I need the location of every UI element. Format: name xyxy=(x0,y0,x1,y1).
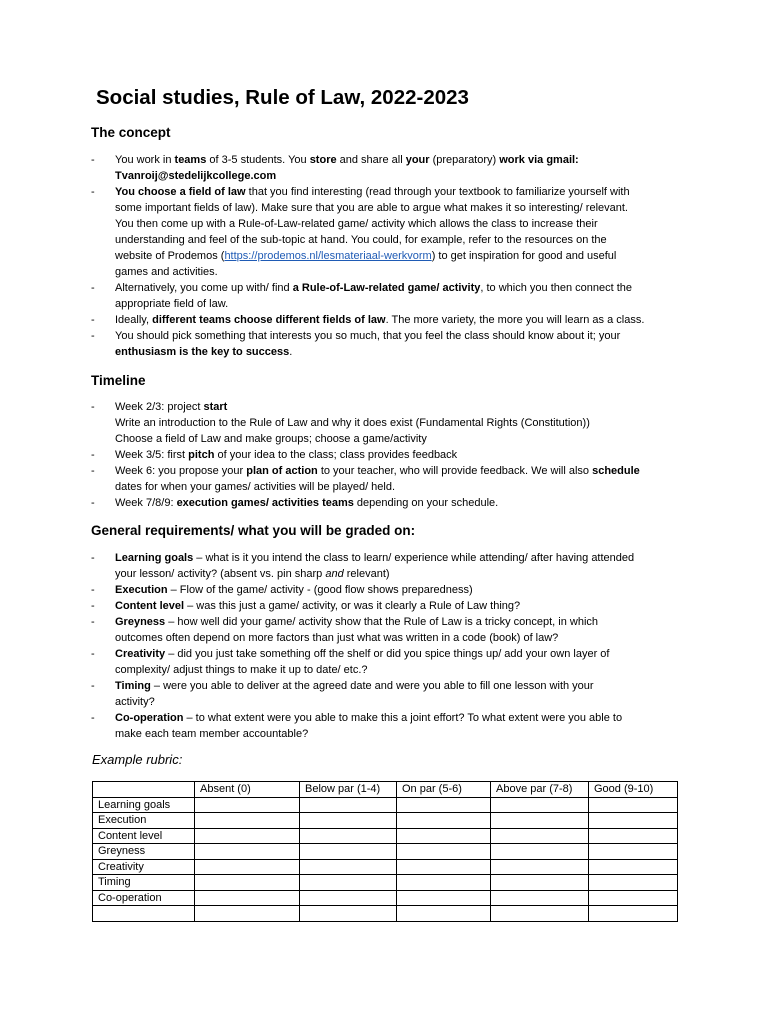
rubric-score-cell xyxy=(300,875,397,891)
rubric-score-cell xyxy=(195,875,300,891)
text-line xyxy=(115,479,690,495)
rubric-row xyxy=(93,890,678,906)
rubric-score-cell xyxy=(589,844,678,860)
rubric-score-cell xyxy=(300,797,397,813)
text-line xyxy=(115,726,690,742)
rubric-score-cell xyxy=(491,890,589,906)
text-segment: You should pick something that interests you so much, that you feel the class should know about it; your xyxy=(115,330,621,342)
text-segment: Tvanroij@stedelijkcollege.com xyxy=(115,170,277,182)
rubric-score-cell xyxy=(195,813,300,829)
rubric-score-cell xyxy=(397,890,491,906)
rubric-score-cell xyxy=(195,797,300,813)
text-segment: Alternatively, you come up with/ find xyxy=(115,282,293,294)
text-line xyxy=(115,232,690,248)
rubric-score-cell xyxy=(195,859,300,875)
text-segment: pitch xyxy=(188,449,215,461)
rubric-score-cell xyxy=(397,813,491,829)
text-segment: start xyxy=(203,401,228,413)
rubric-score-cell xyxy=(300,813,397,829)
text-segment: dates for when your games/ activities will be played/ held. xyxy=(115,481,396,493)
text-line xyxy=(115,566,690,582)
text-line xyxy=(115,495,690,511)
text-segment: Week 7/8/9: xyxy=(115,497,177,509)
rubric-score-cell xyxy=(589,906,678,922)
rubric-score-cell xyxy=(491,906,589,922)
text-segment: that you find interesting (read through your textbook to familiarize yourself with xyxy=(245,186,630,198)
text-line xyxy=(115,399,690,415)
text-line xyxy=(115,344,690,360)
text-segment: some important fields of law). Make sure that you are able to argue what makes it so interesting/ relevant. xyxy=(115,202,628,214)
text-segment: – how well did your game/ activity show that the Rule of Law is a tricky concept, in which xyxy=(165,616,599,628)
rubric-criterion-cell: Greyness xyxy=(93,844,195,860)
rubric-score-cell xyxy=(195,828,300,844)
list-item xyxy=(90,598,690,614)
rubric-criterion-cell: Creativity xyxy=(93,859,195,875)
rubric-score-cell xyxy=(491,859,589,875)
text-segment: understanding and feel of the sub-topic at hand. You could, for example, refer to the resources on the xyxy=(115,234,607,246)
text-segment: Learning goals xyxy=(115,552,194,564)
rubric-score-cell xyxy=(397,859,491,875)
text-segment: You then come up with a Rule-of-Law-related game/ activity which allows the class to increase their xyxy=(115,218,598,230)
text-segment: Write an introduction to the Rule of Law and why it does exist (Fundamental Rights (Constitution)) xyxy=(115,417,590,429)
concept-heading: The concept xyxy=(91,125,171,140)
rubric-header-cell: Absent (0) xyxy=(195,782,300,798)
rubric-score-cell xyxy=(195,906,300,922)
text-segment: You choose a field of law xyxy=(115,186,246,198)
text-segment: schedule xyxy=(592,465,640,477)
text-line xyxy=(115,296,690,312)
requirements-heading: General requirements/ what you will be graded on: xyxy=(91,523,416,538)
list-item xyxy=(90,495,690,511)
list-item xyxy=(90,582,690,598)
text-segment: – did you just take something off the shelf or did you spice things up/ add your own layer of xyxy=(165,648,610,660)
text-line xyxy=(115,662,690,678)
text-segment: plan of action xyxy=(246,465,318,477)
text-segment: your lesson/ activity? (absent vs. pin sharp xyxy=(115,568,326,580)
text-segment: (preparatory) xyxy=(429,154,500,166)
rubric-score-cell xyxy=(491,813,589,829)
text-line xyxy=(115,152,690,168)
list-item xyxy=(90,550,690,582)
rubric-row xyxy=(93,859,678,875)
text-segment: Content level xyxy=(115,600,185,612)
text-segment: make each team member accountable? xyxy=(115,728,309,740)
text-segment: relevant) xyxy=(343,568,390,580)
rubric-score-cell xyxy=(589,859,678,875)
rubric-header-row xyxy=(93,782,678,798)
rubric-criterion-cell: Execution xyxy=(93,813,195,829)
text-segment: – were you able to deliver at the agreed date and were you able to fill one lesson with your xyxy=(150,680,594,692)
text-line xyxy=(115,463,690,479)
text-line xyxy=(115,646,690,662)
text-line xyxy=(115,280,690,296)
rubric-header-cell: On par (5-6) xyxy=(397,782,491,798)
text-segment: ) to get inspiration for good and useful xyxy=(431,250,617,262)
text-segment: complexity/ adjust things to make it up to date/ etc.? xyxy=(115,664,368,676)
rubric-score-cell xyxy=(300,844,397,860)
list-item xyxy=(90,614,690,646)
text-segment: Timing xyxy=(115,680,151,692)
list-item xyxy=(90,399,690,447)
list-item xyxy=(90,280,690,312)
text-line xyxy=(115,415,690,431)
concept-list xyxy=(90,152,690,360)
text-segment: . xyxy=(289,346,293,358)
text-line xyxy=(115,200,690,216)
rubric-header-cell: Good (9-10) xyxy=(589,782,678,798)
text-segment: – what is it you intend the class to learn/ experience while attending/ after having attended xyxy=(193,552,635,564)
text-segment: Choose a field of Law and make groups; choose a game/activity xyxy=(115,433,427,445)
text-segment: store xyxy=(309,154,337,166)
text-segment: Greyness xyxy=(115,616,166,628)
text-segment: – Flow of the game/ activity - (good flow shows preparedness) xyxy=(167,584,473,596)
page-title: Social studies, Rule of Law, 2022-2023 xyxy=(96,86,469,109)
text-line xyxy=(115,264,690,280)
text-line xyxy=(115,312,690,328)
rubric-header-cell xyxy=(93,782,195,798)
text-line xyxy=(115,614,690,630)
text-segment: Co-operation xyxy=(115,712,184,724)
text-segment: of your idea to the class; class provides feedback xyxy=(214,449,458,461)
text-segment: activity? xyxy=(115,696,155,708)
rubric-score-cell xyxy=(300,906,397,922)
rubric-score-cell xyxy=(589,875,678,891)
rubric-row xyxy=(93,906,678,922)
rubric-score-cell xyxy=(397,828,491,844)
rubric-criterion-cell: Learning goals xyxy=(93,797,195,813)
rubric-criterion-cell: Timing xyxy=(93,875,195,891)
text-segment: website of Prodemos ( xyxy=(115,250,225,262)
text-segment: your xyxy=(405,154,430,166)
text-segment: and share all xyxy=(336,154,406,166)
list-item xyxy=(90,447,690,463)
rubric-score-cell xyxy=(300,890,397,906)
text-segment: Execution xyxy=(115,584,168,596)
text-segment: – to what extent were you able to make this a joint effort? To what extent were you able to xyxy=(183,712,623,724)
text-segment: Creativity xyxy=(115,648,166,660)
rubric-score-cell xyxy=(491,828,589,844)
rubric-score-cell xyxy=(300,828,397,844)
rubric-label: Example rubric: xyxy=(92,752,183,767)
text-line xyxy=(115,710,690,726)
requirements-list xyxy=(90,550,690,742)
list-item xyxy=(90,710,690,742)
rubric-row xyxy=(93,875,678,891)
text-line xyxy=(115,168,690,184)
text-line xyxy=(115,598,690,614)
rubric-score-cell xyxy=(397,797,491,813)
rubric-score-cell xyxy=(300,859,397,875)
text-segment: . The more variety, the more you will learn as a class. xyxy=(385,314,645,326)
rubric-score-cell xyxy=(397,875,491,891)
text-segment: Week 6: you propose your xyxy=(115,465,247,477)
text-line xyxy=(115,550,690,566)
rubric-score-cell xyxy=(491,844,589,860)
rubric-score-cell xyxy=(491,797,589,813)
text-line xyxy=(115,216,690,232)
rubric-score-cell xyxy=(491,875,589,891)
rubric-score-cell xyxy=(397,844,491,860)
rubric-score-cell xyxy=(397,906,491,922)
text-segment: You work in xyxy=(115,154,175,166)
text-segment: enthusiasm is the key to success xyxy=(115,346,290,358)
list-item xyxy=(90,312,690,328)
list-item xyxy=(90,646,690,678)
text-segment: teams xyxy=(174,154,207,166)
rubric-criterion-cell xyxy=(93,906,195,922)
text-segment: execution games/ activities teams xyxy=(176,497,354,509)
text-line xyxy=(115,248,690,264)
text-segment: , to which you then connect the xyxy=(480,282,633,294)
text-segment: outcomes often depend on more factors than just what was written in a code (book) of law? xyxy=(115,632,559,644)
rubric-score-cell xyxy=(589,890,678,906)
rubric-row xyxy=(93,828,678,844)
text-segment: Week 2/3: project xyxy=(115,401,204,413)
text-line xyxy=(115,184,690,200)
text-line xyxy=(115,431,690,447)
rubric-row xyxy=(93,797,678,813)
rubric-score-cell xyxy=(589,797,678,813)
rubric-header-cell: Below par (1-4) xyxy=(300,782,397,798)
rubric-row xyxy=(93,813,678,829)
rubric-score-cell xyxy=(195,890,300,906)
rubric-criterion-cell: Co-operation xyxy=(93,890,195,906)
text-segment: appropriate field of law. xyxy=(115,298,229,310)
rubric-criterion-cell: Content level xyxy=(93,828,195,844)
text-segment: Ideally, xyxy=(115,314,153,326)
text-segment: and xyxy=(325,568,344,580)
text-segment: games and activities. xyxy=(115,266,218,278)
text-line xyxy=(115,328,690,344)
list-item xyxy=(90,463,690,495)
text-segment: work via gmail: xyxy=(499,154,579,166)
rubric-score-cell xyxy=(195,844,300,860)
rubric-body xyxy=(93,797,678,921)
text-line xyxy=(115,582,690,598)
rubric-score-cell xyxy=(589,828,678,844)
text-line xyxy=(115,630,690,646)
list-item xyxy=(90,678,690,710)
text-segment: different teams choose different fields of law xyxy=(152,314,386,326)
rubric-header-cell: Above par (7-8) xyxy=(491,782,589,798)
list-item xyxy=(90,328,690,360)
text-segment: Week 3/5: first xyxy=(115,449,189,461)
prodemos-link[interactable]: https://prodemos.nl/lesmateriaal-werkvorm xyxy=(224,250,432,262)
text-segment: depending on your schedule. xyxy=(353,497,499,509)
text-segment: a Rule-of-Law-related game/ activity xyxy=(292,282,481,294)
text-segment: – was this just a game/ activity, or was it clearly a Rule of Law thing? xyxy=(184,600,521,612)
text-segment: to your teacher, who will provide feedback. We will also xyxy=(317,465,593,477)
list-item xyxy=(90,152,690,184)
rubric-row xyxy=(93,844,678,860)
list-item xyxy=(90,184,690,280)
timeline-heading: Timeline xyxy=(91,373,146,388)
rubric-score-cell xyxy=(589,813,678,829)
text-line xyxy=(115,694,690,710)
text-line xyxy=(115,447,690,463)
text-segment: of 3-5 students. You xyxy=(206,154,310,166)
rubric-table xyxy=(92,781,678,922)
timeline-list xyxy=(90,399,690,511)
text-line xyxy=(115,678,690,694)
